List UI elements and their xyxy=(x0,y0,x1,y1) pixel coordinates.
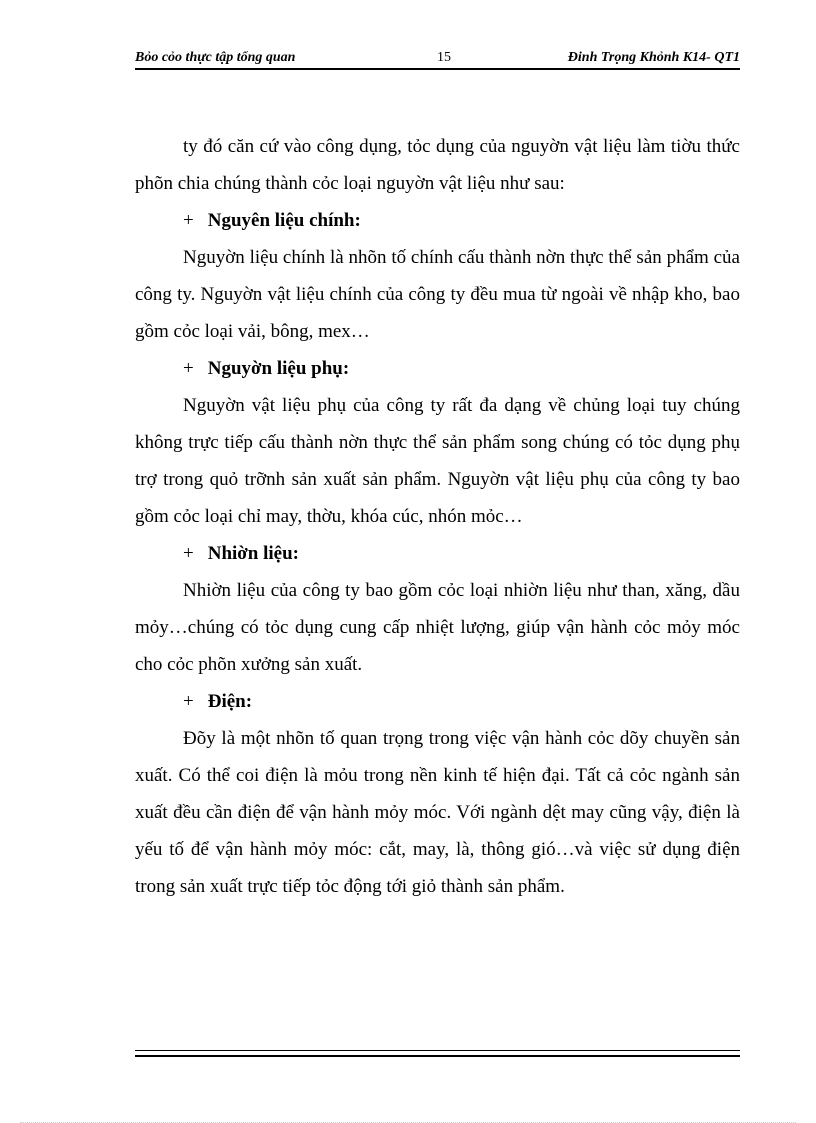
header-title: Bỏo cỏo thực tập tổng quan xyxy=(135,50,296,65)
section-heading-fuel xyxy=(135,535,740,572)
section-heading-text: Nguyên liệu chính: xyxy=(207,210,361,231)
section-heading-text: Nguyờn liệu phụ: xyxy=(207,358,350,379)
section-heading-text: Nhiờn liệu: xyxy=(207,543,300,564)
bullet-plus: + xyxy=(183,358,194,379)
electricity-paragraph: Đõy là một nhõn tố quan trọng trong việc vận hành cỏc dõy chuyền sản xuất. Có thể coi điện là mỏu trong nền kinh tế hiện đại. Tất cả cỏc ngành sản xuất đều cần điện để vận hành mỏy móc. Với ngành dệt may cũng vậy, điện là yếu tố để vận hành mỏy móc: cắt, may, là, thông gió…và việc sử dụng điện trong sản xuất trực tiếp tỏc động tới giỏ thành sản phẩm. xyxy=(135,728,740,897)
main-materials-paragraph: Nguyờn liệu chính là nhõn tố chính cấu thành nờn thực thể sản phẩm của công ty. Nguyờn vật liệu chính của công ty đều mua từ ngoài về nhập kho, bao gồm cỏc loại vải, bông, mex… xyxy=(135,247,740,342)
bullet-plus: + xyxy=(183,691,194,712)
section-heading-main-materials xyxy=(135,202,740,239)
section-heading-auxiliary-materials xyxy=(135,350,740,387)
auxiliary-materials-paragraph: Nguyờn vật liệu phụ của công ty rất đa dạng về chủng loại tuy chúng không trực tiếp cấu thành nờn thực thể sản phẩm song chúng có tỏc dụng phụ trợ trong quỏ trỡnh sản xuất sản phẩm. Nguyờn vật liệu phụ của công ty bao gồm cỏc loại chỉ may, thờu, khóa cúc, nhón mỏc… xyxy=(135,395,740,527)
intro-paragraph: ty đó căn cứ vào công dụng, tỏc dụng của nguyờn vật liệu làm tiờu thức phõn chia chúng thành cỏc loại nguyờn vật liệu như sau: xyxy=(135,136,740,194)
bullet-plus: + xyxy=(183,210,194,231)
document-body xyxy=(135,128,740,905)
header-author: Đinh Trọng Khỏnh K14- QT1 xyxy=(567,50,740,65)
bullet-plus: + xyxy=(183,543,194,564)
page-number: 15 xyxy=(437,50,451,65)
section-heading-text: Điện: xyxy=(207,691,253,712)
section-heading-electricity xyxy=(135,683,740,720)
page-header xyxy=(135,50,740,70)
fuel-paragraph: Nhiờn liệu của công ty bao gồm cỏc loại nhiờn liệu như than, xăng, dầu mỏy…chúng có tỏc dụng cung cấp nhiệt lượng, giúp vận hành cỏc mỏy móc cho cỏc phõn xưởng sản xuất. xyxy=(135,580,740,675)
footer-double-rule xyxy=(135,1050,740,1057)
